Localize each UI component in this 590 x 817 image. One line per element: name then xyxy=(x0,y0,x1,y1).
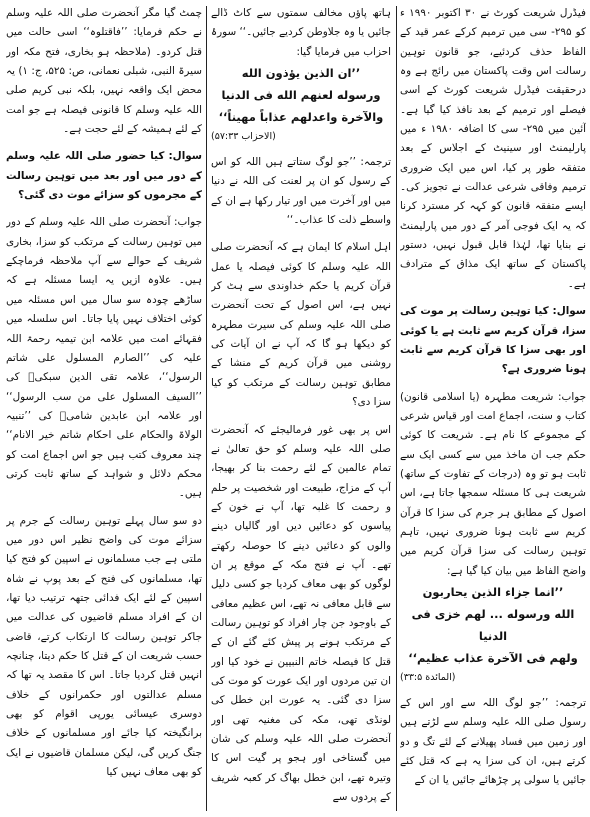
quran-verse-line: ’’ان الذين يؤذون الله xyxy=(241,66,361,81)
question: سوال: کیا حضور صلی اللہ علیہ وسلم کے دور میں اور بعد میں توہین رسالت کے مجرموں کو سزائے موت دی گئی؟ xyxy=(6,150,202,202)
paragraph: فیڈرل شریعت کورٹ نے ۳۰ اکتوبر ۱۹۹۰ ء کو ۲۹۵- سی میں ترمیم کرکے عمر قید کے الفاظ حذف کردئیے، جو قانون توہین رسالت اس وقت پاکستان میں رائج ہے وہ درحقیقت فیڈرل شریعت کورٹ کے اسی فیصلے اور ترمیم کے بعد نافذ کیا گیا ہے۔ آئین میں ۲۹۵- سی کا اضافہ ۱۹۸۰ ء میں پارلیمنٹ اور سینیٹ کے اجلاس کے بعد متفقہ طور پر کیا، اس میں ایک ضروری ترمیم وفاقی شرعی عدالت نے تجویز کی۔ ایسے متفقہ قانون کو کہہ کر مسترد کرنا کہ یہ ایک فوجی آمر کے دور میں پارلیمنٹ نے بنایا تھا، لہٰذا قابل قبول نہیں، دستور پاکستان کے ساتھ ایک مذاق کے مترادف ہے۔ xyxy=(400,7,586,290)
paragraph: اس پر بھی غور فرمالیجئے کہ آنحضرت صلی اللہ علیہ وسلم کو حق تعالیٰ نے تمام عالمین کے لئے رحمت بنا کر بھیجا، آپ کے مزاج، طبیعت اور شخصیت پر حلم و رحمت کا غلبہ تھا، آپ نے خون کے پیاسوں کو دعائیں دیں اور گالیاں دینے والوں کو دعائیں دینے کا حوصلہ رکھتے تھے۔ آپ نے فتح مکہ کے موقع پر ان لوگوں کو بھی معاف کردیا جو کسی دلیل سے قابل معافی نہ تھے، اس عظیم معافی کے باوجود جن چار افراد کو توہین رسالت کے مرتکب ہونے پر پیش کئے گئے ان کے قتل کا فیصلہ خاتم النبیین نے خود کیا اور ان تین مردوں اور ایک عورت کو موت کی سزا دی گئی۔ یہ عورت ابن خطل کی لونڈی تھی، مکہ کی مغنیہ تھی اور آنحضرت صلی اللہ علیہ وسلم کی شان میں گستاخی اور ہجو پر گیت اس کا وتیرہ تھے، ابن خطل بھاگ کر کعبہ شریف کے پردوں سے xyxy=(211,423,391,804)
quran-verse-line: ’’انما جزاء الذين يحاربون xyxy=(422,584,564,599)
paragraph: چمٹ گیا مگر آنحضرت صلی اللہ علیہ وسلم نے حکم فرمایا: ’’فاقتلوہ‘‘ اسی حالت میں قتل کردو۔ (ملاحظہ ہو بخاری، فتح مکہ اور سیرۃ النبی، شبلی نعمانی، ص: ۵۲۵، ج: ۱) یہ محض ایک واقعہ نہیں، بلکہ نبی کریم صلی اللہ علیہ وسلم کا قانونی فیصلہ ہے جو امت کے لئے ہمیشہ کے لئے حجت ہے۔ xyxy=(6,7,202,136)
answer: جواب: شریعت مطہرہ (یا اسلامی قانون) کتاب و سنت، اجماع امت اور قیاس شرعی کے مجموعے کا نام ہے۔ شریعت کا کوئی حکم جب ان ماخذ میں سے کسی ایک سے ثابت ہو تو وہ (درجات کے تفاوت کے ساتھ) شریعت ہی کا مسئلہ سمجھا جاتا ہے، اس اصول کے مطابق ہر جرم کی سزا کا قرآن کریم سے ثابت ہونا ضروری نہیں، تاہم توہین رسالت کی سزا قرآن کریم میں واضح الفاظ میں بیان کیا گیا ہے: xyxy=(400,390,586,577)
answer: جواب: آنحضرت صلی اللہ علیہ وسلم کے دور میں توہین رسالت کے مرتکب کو سزا، بخاری شریف کے حوالے سے آپ ملاحظہ فرماچکے ہیں۔ علاوہ ازیں یہ ایسا مسئلہ ہے کہ ساڑھے چودہ سو سال میں اس مسئلہ میں کوئی اختلاف نہیں پایا جاتا۔ اس سلسلہ میں فقہائے امت میں علامہ ابن تیمیہ رحمۃ اللہ علیہ کی ’’الصارم المسلول علی شاتم الرسول‘‘، علامہ تقی الدین سبکیؒ کی ’’السیف المسلول علی من سب الرسول‘‘ اور علامہ ابن عابدین شامیؒ کی ’’تنبیہ الولاۃ والحکام علی احکام شاتم خیر الانام‘‘ چند معروف کتب ہیں جو اس اجماع امت کو محکم دلائل و شواہد کے ساتھ ثابت کرتی ہیں۔ xyxy=(6,216,202,500)
quran-verse-line: والآخرة واعدلهم عذاباً مهيناً‘‘ xyxy=(218,110,384,125)
column-divider xyxy=(206,6,207,811)
paragraph: ہاتھ پاؤں مخالف سمتوں سے کاٹ ڈالے جائیں یا وہ جلاوطن کردیے جائیں۔‘‘ سورۂ احزاب میں فرمایا گیا: xyxy=(211,7,391,58)
right-column xyxy=(400,4,586,813)
question: سوال: کیا توہین رسالت پر موت کی سزا، قرآن کریم سے ثابت ہے یا کوئی اور بھی سزا کا قرآن کریم سے ثابت ہونا ضروری ہے؟ xyxy=(400,305,586,376)
paragraph: دو سو سال پہلے توہین رسالت کے جرم پر سزائے موت کی واضح نظیر اس دور میں ملتی ہے جب مسلمانوں نے اسپین کو فتح کیا تھا، مسلمانوں کی فتح کے بعد پوپ نے شاہ اسپین کے لئے ایک فدائی جتھہ ترتیب دیا تھا، ان کے افراد مسلم قاضیوں کی عدالت میں جاکر توہین رسالت کا ارتکاب کرتے، قاضی حسب شریعت ان کے قتل کا حکم دیتا، چنانچہ انہیں قتل کردیا جاتا۔ اس کا مقصد یہ تھا کہ مسلم عدالتوں اور حکمرانوں کے خلاف دوسری عیسائی یورپی اقوام کو بھی برانگیختہ کیا جائے اور مسلمانوں کے خلاف جنگ کریں گی، لیکن مسلمان قاضیوں نے ایک کو بھی معاف نہیں کیا xyxy=(6,514,202,779)
verse-reference: (المائدة ۳۳:۵) xyxy=(400,671,456,683)
left-column xyxy=(6,4,202,813)
quran-verse-line: ورسوله لعنهم الله فى الدنيا xyxy=(221,88,381,103)
column-divider xyxy=(396,6,397,811)
translation: ترجمہ: ’’جو لوگ اللہ سے اور اس کے رسول صلی اللہ علیہ وسلم سے لڑتے ہیں اور زمین میں فساد پھیلانے کے لئے تگ و دو کرتے ہیں، ان کی سزا یہ ہے کہ قتل کئے جائیں یا سولی پر چڑھائے جائیں یا ان کے xyxy=(400,696,586,787)
translation: ترجمہ: ’’جو لوگ ستاتے ہیں اللہ کو اس کے رسول کو ان پر لعنت کی اللہ نے دنیا میں اور آخرت میں اور تیار رکھا ہے ان کے واسطے ذلت کا عذاب۔‘‘ xyxy=(211,156,391,227)
middle-column xyxy=(211,4,391,813)
quran-verse-line: ولهم فى الآخرة عذاب عظيم‘‘ xyxy=(408,650,578,665)
quran-verse-line: الله ورسوله ... لهم خزى فى الدنيا xyxy=(411,606,575,643)
paragraph: اہل اسلام کا ایمان ہے کہ آنحضرت صلی اللہ علیہ وسلم کا کوئی فیصلہ یا عمل قرآن کریم یا حکم خداوندی سے ہٹ کر نہیں ہے، اس اصول کے تحت آنحضرت صلی اللہ علیہ وسلم کی سیرت مطہرہ کو دیکھا ہو گا کہ آپ نے ان آیات کی روشنی میں قرآن کریم کے منشا کے مطابق توہین رسالت کے مرتکب کو کیا سزا دی؟ xyxy=(211,241,391,409)
verse-reference: (الاحزاب ۵۷:۳۳) xyxy=(211,131,276,143)
